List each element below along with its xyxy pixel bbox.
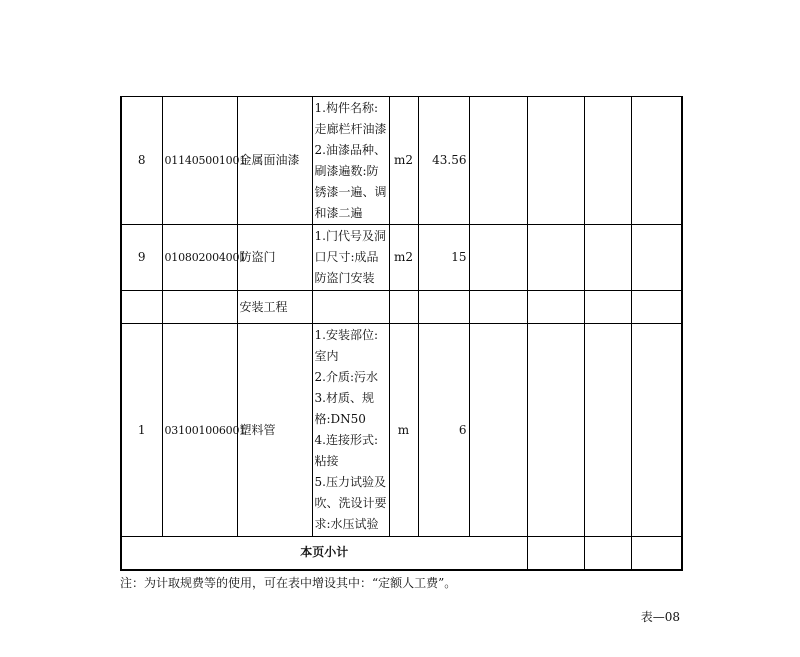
row-number: 9 bbox=[121, 225, 162, 291]
item-features: 1.门代号及洞 口尺寸:成品 防盗门安装 bbox=[312, 225, 389, 291]
empty-cell bbox=[631, 291, 682, 324]
unit: m2 bbox=[389, 225, 418, 291]
empty-cell bbox=[469, 291, 527, 324]
empty-cell bbox=[469, 97, 527, 225]
table-row bbox=[121, 324, 682, 537]
quantity: 6 bbox=[418, 324, 469, 537]
empty-cell bbox=[631, 225, 682, 291]
form-number: 表—08 bbox=[640, 610, 680, 624]
bill-of-quantities-table bbox=[120, 96, 683, 571]
empty-cell bbox=[584, 291, 631, 324]
subtotal-label: 本页小计 bbox=[121, 537, 527, 570]
empty-cell bbox=[162, 291, 237, 324]
empty-cell bbox=[121, 291, 162, 324]
empty-cell bbox=[469, 324, 527, 537]
empty-cell bbox=[584, 324, 631, 537]
row-number: 1 bbox=[121, 324, 162, 537]
empty-cell bbox=[527, 225, 584, 291]
table-row bbox=[121, 291, 682, 324]
subtotal-empty-cell bbox=[584, 537, 631, 570]
item-code: 031001006001 bbox=[162, 324, 237, 537]
empty-cell bbox=[527, 324, 584, 537]
item-code: 010802004001 bbox=[162, 225, 237, 291]
subtotal-empty-cell bbox=[527, 537, 584, 570]
subtotal-row bbox=[121, 537, 682, 570]
empty-cell bbox=[631, 324, 682, 537]
table-row bbox=[121, 225, 682, 291]
section-title: 安装工程 bbox=[237, 291, 312, 324]
empty-cell bbox=[584, 225, 631, 291]
item-features: 1.构件名称: 走廊栏杆油漆 2.油漆品种、 刷漆遍数:防 锈漆一遍、调 和漆二遍 bbox=[312, 97, 389, 225]
quantity: 43.56 bbox=[418, 97, 469, 225]
item-name: 金属面油漆 bbox=[237, 97, 312, 225]
unit: m bbox=[389, 324, 418, 537]
footnote: 注：为计取规费等的使用，可在表中增设其中：“定额人工费”。 bbox=[120, 576, 457, 590]
empty-cell bbox=[418, 291, 469, 324]
quantity: 15 bbox=[418, 225, 469, 291]
empty-cell bbox=[312, 291, 389, 324]
table-row bbox=[121, 97, 682, 225]
empty-cell bbox=[389, 291, 418, 324]
row-number: 8 bbox=[121, 97, 162, 225]
subtotal-empty-cell bbox=[631, 537, 682, 570]
item-code: 011405001001 bbox=[162, 97, 237, 225]
unit: m2 bbox=[389, 97, 418, 225]
empty-cell bbox=[527, 291, 584, 324]
empty-cell bbox=[469, 225, 527, 291]
empty-cell bbox=[584, 97, 631, 225]
item-name: 防盗门 bbox=[237, 225, 312, 291]
item-features: 1.安装部位: 室内 2.介质:污水 3.材质、规 格:DN50 4.连接形式: 粘接 5.压力试验及 吹、洗设计要 求:水压试验 bbox=[312, 324, 389, 537]
empty-cell bbox=[527, 97, 584, 225]
empty-cell bbox=[631, 97, 682, 225]
item-name: 塑料管 bbox=[237, 324, 312, 537]
